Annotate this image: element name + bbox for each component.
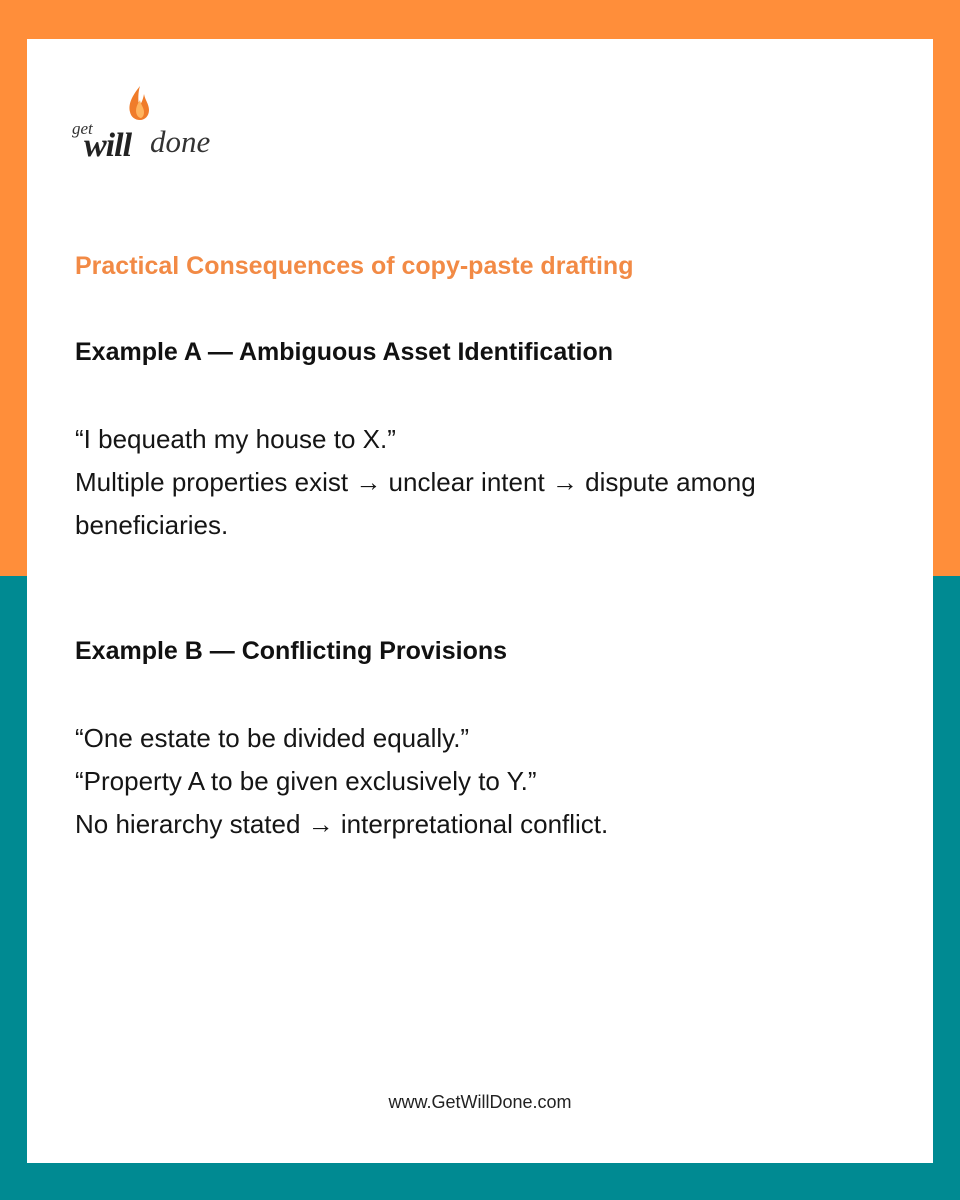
example-a-line-2: Multiple properties exist → unclear intent → dispute among (75, 467, 756, 497)
logo-text-get: get (72, 119, 93, 138)
example-b-line-1: “One estate to be divided equally.” (75, 723, 470, 753)
example-a-line-1: “I bequeath my house to X.” (75, 424, 396, 454)
logo-text-will: will (84, 127, 132, 164)
logo-text-done: done (150, 124, 211, 159)
example-b-line-3: No hierarchy stated → interpretational conflict. (75, 809, 609, 839)
website-url[interactable]: www.GetWillDone.com (388, 1092, 572, 1112)
content-card (27, 39, 933, 1163)
getwilldone-logo (72, 82, 222, 164)
example-b-heading: Example B — Conflicting Provisions (75, 637, 508, 665)
example-a-line-3: beneficiaries. (75, 510, 229, 540)
example-a-heading: Example A — Ambiguous Asset Identification (75, 338, 614, 366)
example-b-line-2: “Property A to be given exclusively to Y.” (75, 766, 537, 796)
section-title: Practical Consequences of copy-paste drafting (75, 252, 634, 280)
